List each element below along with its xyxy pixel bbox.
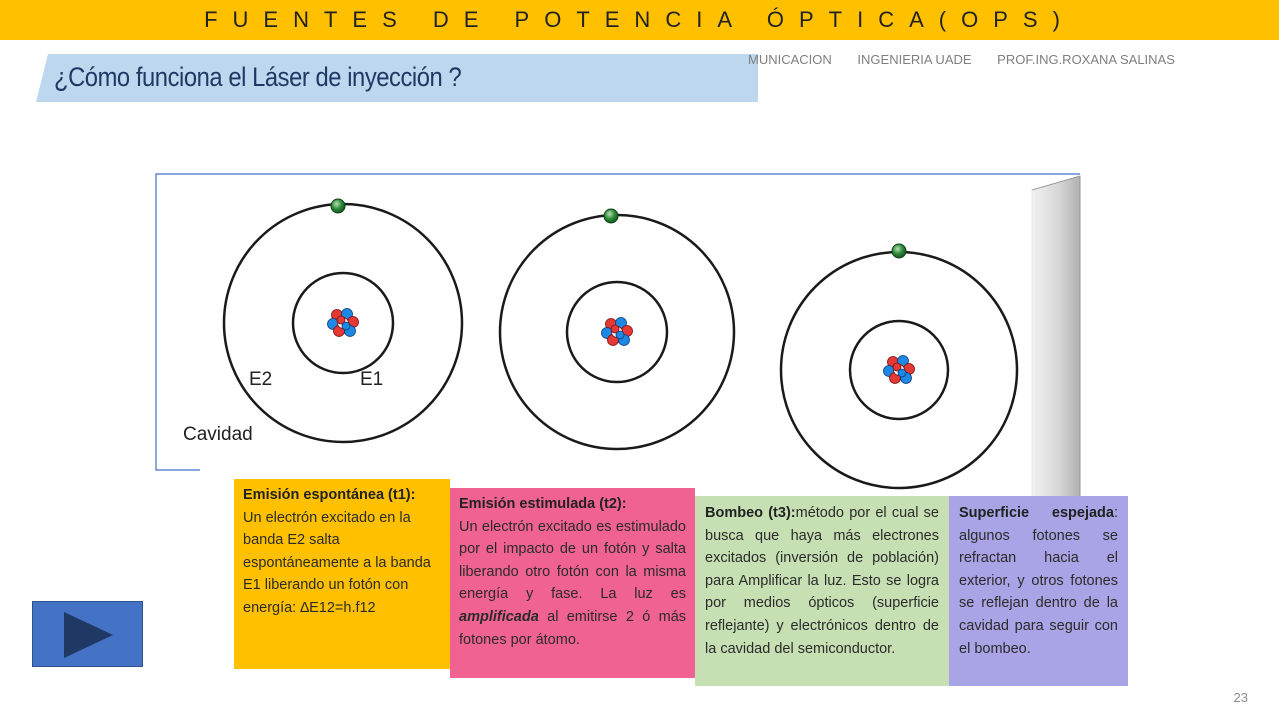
card-emphasis: amplificada [459,608,539,625]
card-body: Un electrón excitado es estimulado por el impacto de un fotón y salta liberando otro fotón con la misma energía y fase. La luz es [459,518,686,603]
atom-2 [500,209,734,449]
label-e2: E2 [249,369,273,390]
card-body-end: al emitirse 2 ó más fotones por átomo. [459,608,687,648]
card-title: Emisión espontánea (t1): [243,487,416,503]
label-cavity: Cavidad [183,424,253,445]
slide-title: ¿Cómo funciona el Láser de inyección ? [54,62,462,92]
atom-nucleus-icon [884,356,915,384]
card-body: método por el cual se busca que haya más electrones excitados (inversión de población) para Amplificar la luz. Esto se logra por medios ópticos (superficie reflejante) y electrónicos dentro de la cavidad del semiconductor. [705,505,939,657]
card-body: : algunos fotones se refractan hacia el exterior, y otros fotones se reflejan dentro de la cavidad para seguir con el bombeo. [959,505,1118,657]
card-title: Bombeo (t3): [705,505,796,521]
institution-label: INGENIERIA UADE [857,52,972,67]
electron-icon [331,199,345,213]
electron-icon [892,244,906,258]
professor-label: PROF.ING.ROXANA SALINAS [997,52,1175,67]
card-stimulated-emission [450,488,695,678]
atom-nucleus-icon [328,309,359,337]
card-title: Emisión estimulada (t2): [459,496,627,512]
card-body: Un electrón excitado en la banda E2 salta espontáneamente a la banda E1 liberando un fotón con energía: ∆E12=h.f12 [243,509,431,616]
card-pumping [695,496,949,686]
atom-nucleus-icon [602,318,633,346]
card-mirror-surface [949,496,1128,686]
play-icon [33,602,144,668]
atom-1 [224,199,462,442]
atom-3 [781,244,1017,488]
card-title: Superficie espejada [959,505,1114,521]
play-button[interactable] [32,601,143,667]
course-label: MUNICACION [748,52,832,67]
electron-icon [604,209,618,223]
card-spontaneous-emission [234,479,450,669]
label-e1: E1 [360,369,384,390]
page-number: 23 [1233,690,1248,705]
banner-title: FUENTES DE POTENCIA ÓPTICA(OPS) [204,7,1075,32]
